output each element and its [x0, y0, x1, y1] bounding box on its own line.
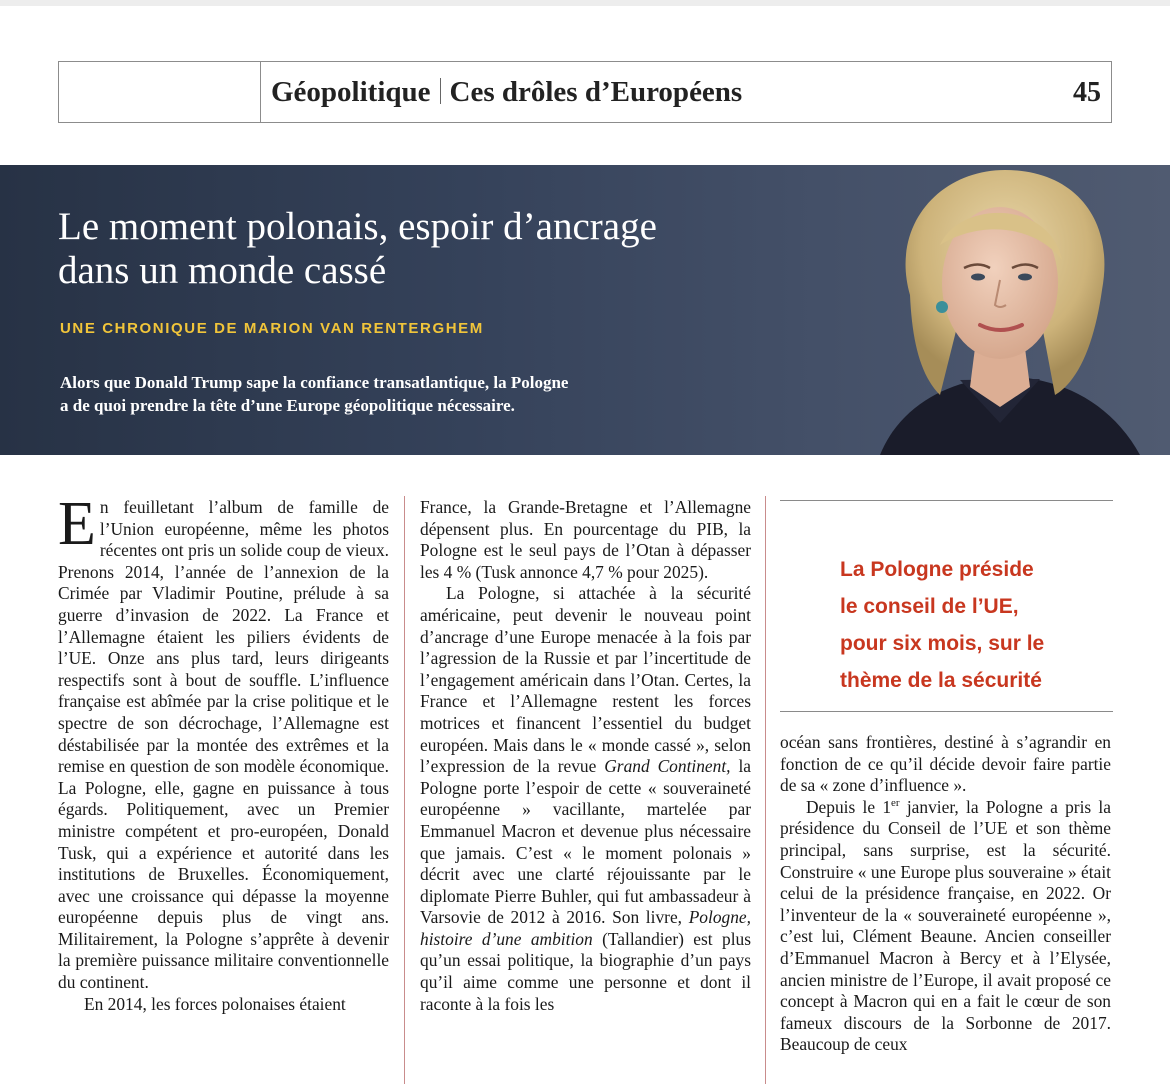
paragraph-4-part-a: La Pologne, si attachée à la sécurité américaine, peut devenir le nouveau point d’ancrage d’une Europe menacée à la fois par l’agression de la Russie et par l’incertitude de l’engagement américain dans l’Otan. Certes, la France et l’Allemagne restent les forces motrices et financent l’essentiel du budget européen. Mais dans le « monde cassé », selon l’expression de la revue — [420, 583, 751, 777]
standfirst-line-2: a de quoi prendre la tête d’une Europe géopolitique nécessaire. — [60, 396, 515, 415]
author-portrait — [840, 165, 1170, 455]
ordinal-superscript: er — [891, 796, 900, 809]
section-name: Géopolitique — [271, 76, 431, 108]
byline: UNE CHRONIQUE DE MARION VAN RENTERGHEM — [60, 320, 484, 337]
paragraph-2: En 2014, les forces polonaises étaient — [84, 993, 346, 1014]
paragraph-6-part-b: janvier, la Pologne a pris la présidence du Conseil de l’UE et son thème principal, sans surprise, est la sécurité. Construire « une Europe plus souveraine » était celui de la présidence française, en 2022. Or l’inventeur de la « souveraineté européenne », c’est lui, Clément Beaune. Ancien conseiller d’Emmanuel Macron à Bercy et à l’Elysée, ancien ministre de l’Europe, il avait proposé ce concept à Macron qui en a fait le cœur de son fameux discours de la Sorbonne de 2017. Beaucoup de ceux — [780, 796, 1111, 1055]
paragraph-5: océan sans frontières, destiné à s’agrandir en fonction de ce qu’il décide devoir faire partie de sa « zone d’influence ». — [780, 732, 1111, 796]
pull-quote-text — [840, 551, 1100, 699]
book-title: Pologne, histoire d’une ambition — [420, 907, 751, 949]
subsection-name: Ces drôles d’Européens — [449, 76, 743, 108]
page-number: 45 — [1073, 77, 1101, 108]
title-line-2: dans un monde cassé — [58, 249, 387, 292]
paragraph-4-part-b: la Pologne porte l’espoir de cette « souveraineté européenne » vacillante, martelée par Emmanuel Macron et devenue plus nécessaire que jamais. C’est « le moment polonais » décrit avec une clarté réjouissante par le diplomate Pierre Buhler, qui fut ambassadeur à Varsovie de 2012 à 2016. Son livre, — [420, 756, 751, 928]
pull-quote-line-4: thème de la sécurité — [840, 669, 1042, 692]
standfirst-line-1: Alors que Donald Trump sape la confiance transatlantique, la Pologne — [60, 373, 569, 392]
pull-quote-line-3: pour six mois, sur le — [840, 632, 1045, 655]
drop-cap: E — [58, 490, 96, 558]
publication-name: Grand Continent, — [604, 756, 731, 777]
paragraph-1 — [58, 490, 389, 994]
paragraph-4-part-c: (Tallandier) est plus qu’un essai politique, la biographie d’un pays qu’il aime comme une personne et dont il raconte à la fois les — [420, 928, 751, 1014]
column-2 — [420, 497, 751, 1015]
article-title — [58, 205, 798, 293]
pull-quote — [780, 500, 1113, 712]
pull-quote-line-2: le conseil de l’UE, — [840, 595, 1019, 618]
paragraph-4 — [420, 583, 751, 1015]
pull-quote-line-1: La Pologne préside — [840, 558, 1034, 581]
top-band — [0, 0, 1170, 6]
header-divider — [260, 62, 261, 122]
article-banner — [0, 165, 1170, 455]
paragraph-1-text: n feuilletant l’album de famille de l’Union européenne, même les photos récentes ont pris un solide coup de vieux. Prenons 2014, l’année de l’annexion de la Crimée par Vladimir Poutine, prélude à sa guerre d’invasion de 2022. La France et l’Allemagne étaient les piliers évidents de l’UE. Onze ans plus tard, leurs dirigeants respectifs sont à bout de souffle. L’influence française est abîmée par la crise politique et le spectre de son décrochage, l’Allemagne est déstabilisée par la montée des extrêmes et la remise en question de son modèle économique. La Pologne, elle, gagne en puissance à tous égards. Politiquement, avec un Premier ministre compétent et pro-européen, Donald Tusk, qui a expérience et autorité dans les institutions de Bruxelles. Économiquement, avec une croissance qui dépasse la moyenne européenne depuis plus de vingt ans. Militairement, la Pologne s’apprête à devenir la première puissance militaire conventionnelle du continent. — [58, 497, 389, 993]
column-1 — [58, 490, 389, 1015]
column-rule-2 — [765, 496, 766, 1084]
section-separator — [440, 78, 441, 104]
page-header — [58, 61, 1112, 123]
column-rule-1 — [404, 496, 405, 1084]
paragraph-6-part-a: Depuis le 1 — [806, 796, 892, 817]
title-line-1: Le moment polonais, espoir d’ancrage — [58, 205, 657, 248]
paragraph-6 — [780, 797, 1111, 1056]
column-3 — [780, 732, 1111, 1056]
section-title — [271, 76, 742, 109]
standfirst — [60, 371, 760, 417]
paragraph-3: France, la Grande-Bretagne et l’Allemagne dépensent plus. En pourcentage du PIB, la Pologne est le seul pays de l’Otan à dépasser les 4 % (Tusk annonce 4,7 % pour 2025). — [420, 497, 751, 582]
